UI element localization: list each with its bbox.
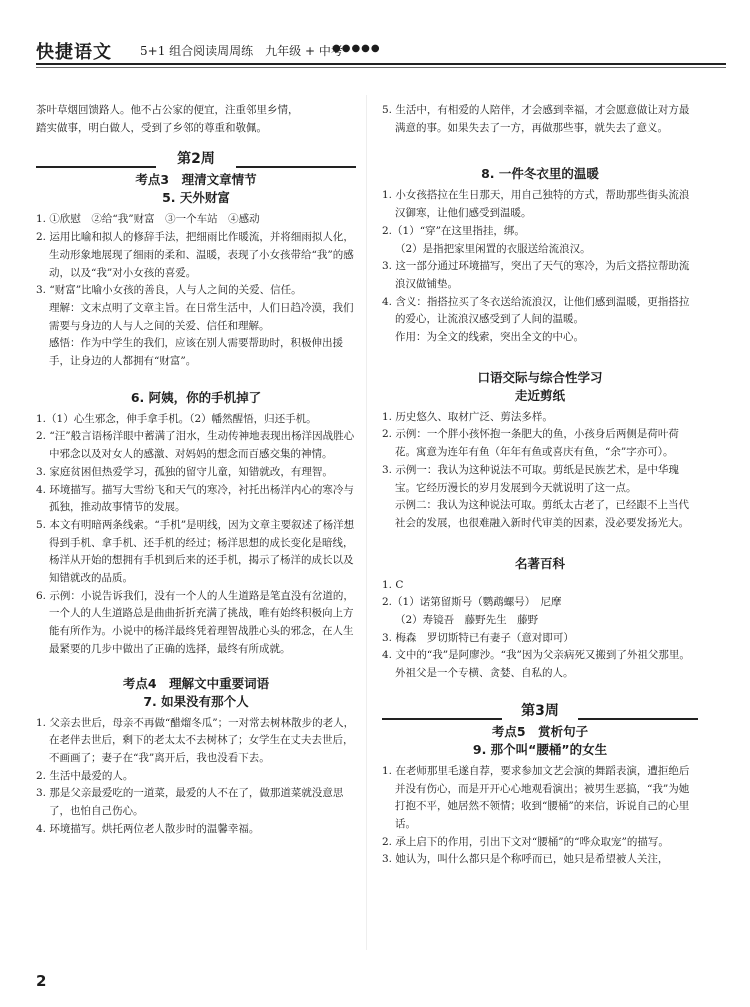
- article-5-title: 5. 天外财富: [162, 190, 230, 206]
- answer-line: 2.（1）“穿”在这里指挂，绑。: [382, 224, 525, 237]
- answer-line: 2.（1）诺第留斯号（鹦鹉螺号） 尼摩: [382, 596, 562, 609]
- article-8-answers: [382, 187, 698, 346]
- week-3-label: 第3周: [513, 703, 567, 719]
- answer-line: 2. 生活中最爱的人。: [36, 769, 134, 782]
- answer-line: 感悟：作为中学生的我们，应该在别人需要帮助时，积极伸出援手，让身边的人都拥有“财富”。: [49, 337, 343, 368]
- rating-dots: ●●●●●: [332, 43, 381, 54]
- week-3-heading: [382, 701, 698, 721]
- answer-line: 5. 生活中，有相爱的人陪伴，才会感到幸福，才会愿意做让对方最满意的事。如果失去了一方，再做那些事，就失去了意义。: [382, 104, 690, 134]
- answer-line: 示例二：我认为这种说法可取。剪纸太古老了，已经跟不上当代社会的发展，也很难融入新时代审美的因素，没必要发扬光大。: [395, 499, 689, 529]
- series-title: 5+1 组合阅读周周练 九年级 + 中考: [140, 44, 343, 58]
- answer-line: 1. C: [382, 578, 404, 591]
- answer-line: 1. 在老师那里毛遂自荐，要求参加文艺会演的舞蹈表演，遭拒绝后并没有伤心，而是开开心心地观看演出；被男生恶搞，“我”为她打抱不平，她居然不领情；收到“腰桶”的来信，诉说自己的心里话。: [382, 764, 690, 830]
- article-9-title: 9. 那个叫“腰桶”的女生: [472, 741, 608, 757]
- answer-line: 踏实做事，明白做人，受到了乡邻的尊重和敬佩。: [36, 121, 267, 134]
- answer-line: 3. “财富”比喻小女孩的善良，人与人之间的关爱、信任。: [36, 284, 302, 297]
- article-7-title: 7. 如果没有那个人: [143, 693, 249, 709]
- week-2-heading: [36, 149, 356, 169]
- answer-line: 作用：为全文的线索，突出全文的中心。: [395, 331, 584, 344]
- article-8-title: 8. 一件冬衣里的温暖: [481, 166, 599, 182]
- week-rule-left: [36, 166, 156, 168]
- week-rule-right: [578, 718, 698, 720]
- article-5-answers: [36, 211, 356, 370]
- week-rule-right: [236, 166, 356, 168]
- right-intro: [382, 102, 698, 137]
- answer-line: 理解：文末点明了文章主旨。在日常生活中，人们日趋冷漠，我们需要与身边的人与人之间的关爱、信任和理解。: [49, 301, 354, 332]
- answer-line: 4. 环境描写。描写大雪纷飞和天气的寒冷，衬托出杨洋内心的寒冷与孤独，推动故事情节的发展。: [36, 483, 354, 514]
- answer-line: 2. 承上启下的作用，引出下文对“腰桶”的“哗众取宠”的描写。: [382, 835, 669, 848]
- answer-line: 4. 环境描写。烘托两位老人散步时的温馨幸福。: [36, 822, 260, 835]
- answer-line: 1. ①欣慰 ②给“我”财富 ③一个车站 ④感动: [36, 213, 260, 226]
- oral-section-subtitle: 走近剪纸: [514, 387, 565, 403]
- oral-answers: [382, 409, 698, 533]
- kaodian-4-title: 考点4 理解文中重要词语: [122, 675, 270, 691]
- header-rule: [36, 63, 726, 65]
- answer-line: 茶叶草烟回馈路人。他不占公家的便宜，注重邻里乡情，: [36, 104, 299, 116]
- column-divider: [366, 95, 367, 950]
- answer-line: 3. 示例一：我认为这种说法不可取。剪纸是民族艺术，是中华瑰宝。它经历漫长的岁月发展到今天就说明了这一点。: [382, 463, 679, 494]
- answer-line: 3. 这一部分通过环境描写，突出了天气的寒冷，为后文搭拉帮助流浪汉做铺垫。: [382, 260, 690, 290]
- answer-line: 5. 本文有明暗两条线索。“手机”是明线，因为文章主要叙述了杨洋想得到手机、拿手机、还手机的经过；杨洋思想的成长变化是暗线，杨洋从开始的想拥有手机到后来的还手机，揭示了杨洋的成长以及知错就改的品质。: [36, 518, 355, 585]
- article-6-title: 6. 阿姨，你的手机掉了: [130, 389, 262, 405]
- answer-line: 1. 父亲去世后，母亲不再做“醋熘冬瓜”；一对常去树林散步的老人，在老伴去世后，剩下的老太太不去树林了；女学生在丈夫去世后，不画画了；妻子在“我”离开后，我也没看下去。: [36, 716, 355, 764]
- answer-line: （2）是指把家里闲置的衣服送给流浪汉。: [395, 242, 591, 255]
- article-7-answers: [36, 715, 356, 839]
- article-6-answers: [36, 411, 356, 659]
- answer-line: 2. 示例：一个胖小孩怀抱一条肥大的鱼，小孩身后两侧是荷叶荷花。寓意为连年有鱼（年年有鱼或喜庆有鱼，“余”字亦可）。: [382, 428, 679, 459]
- answer-line: 1. 小女孩搭拉在生日那天，用自己独特的方式，帮助那些街头流浪汉御寒，让他们感受到温暖。: [382, 189, 690, 220]
- answer-line: 3. 她认为，叫什么都只是个称呼而已，她只是希望被人关注，: [382, 853, 669, 866]
- oral-section-title: 口语交际与综合性学习: [477, 369, 603, 385]
- answer-line: 1.（1）心生邪念，伸手拿手机。（2）幡然醒悟，归还手机。: [36, 412, 317, 425]
- answer-line: 4. 文中的“我”是阿廖沙。“我”因为父亲病死又搬到了外祖父那里。外祖父是一个专横、贪婪、自私的人。: [382, 649, 690, 680]
- week-2-label: 第2周: [169, 151, 223, 167]
- header-rule-thin: [36, 67, 726, 68]
- left-intro: [36, 102, 356, 137]
- brand-title: 快捷语文: [36, 42, 112, 63]
- answer-line: 3. 家庭贫困但热爱学习，孤独的留守儿童，知错就改，有理智。: [36, 465, 333, 478]
- answer-line: 6. 示例：小说告诉我们，没有一个人的人生道路是笔直没有岔道的，一个人的人生道路总是曲曲折折充满了挑战，唯有始终积极向上方能有所作为。小说中的杨洋最终凭着理智战胜心头的邪念，在人生最紧要的几步中做出了正确的选择，最终有所成就。: [36, 589, 354, 655]
- answer-line: 4. 含义：指搭拉买了冬衣送给流浪汉，让他们感到温暖，更指搭拉的爱心，让流浪汉感受到了人间的温暖。: [382, 295, 690, 326]
- answer-line: 1. 历史悠久、取材广泛、剪法多样。: [382, 410, 553, 423]
- kaodian-3-title: 考点3 理清文章情节: [135, 172, 257, 188]
- answer-line: 2. 运用比喻和拟人的修辞手法，把细雨比作暖流，并将细雨拟人化，生动形象地展现了细雨的柔和、温暖，表现了小女孩带给“我”的感动，以及“我”对小女孩的喜爱。: [36, 231, 354, 279]
- answer-line: 2. “汪”般言语杨洋眼中蓄满了泪水，生动传神地表现出杨洋因战胜心中邪念以及对女人的感激、对妈妈的想念而百感交集的神情。: [36, 430, 355, 461]
- week-rule-left: [382, 718, 502, 720]
- answer-line: 3. 梅森 罗切斯特已有妻子（意对即可）: [382, 631, 574, 644]
- answer-line: （2）寿镜吾 藤野先生 藤野: [395, 614, 539, 627]
- left-column: [36, 102, 356, 839]
- page-number: 2: [36, 972, 47, 990]
- classics-section-title: 名著百科: [514, 555, 565, 571]
- classics-answers: [382, 577, 698, 683]
- answer-line: 3. 那是父亲最爱吃的一道菜，最爱的人不在了，做那道菜就没意思了，也怕自己伤心。: [36, 787, 344, 818]
- page-header: [36, 38, 726, 68]
- right-column: [382, 102, 698, 869]
- kaodian-5-title: 考点5 赏析句子: [491, 723, 589, 739]
- article-9-answers: [382, 763, 698, 869]
